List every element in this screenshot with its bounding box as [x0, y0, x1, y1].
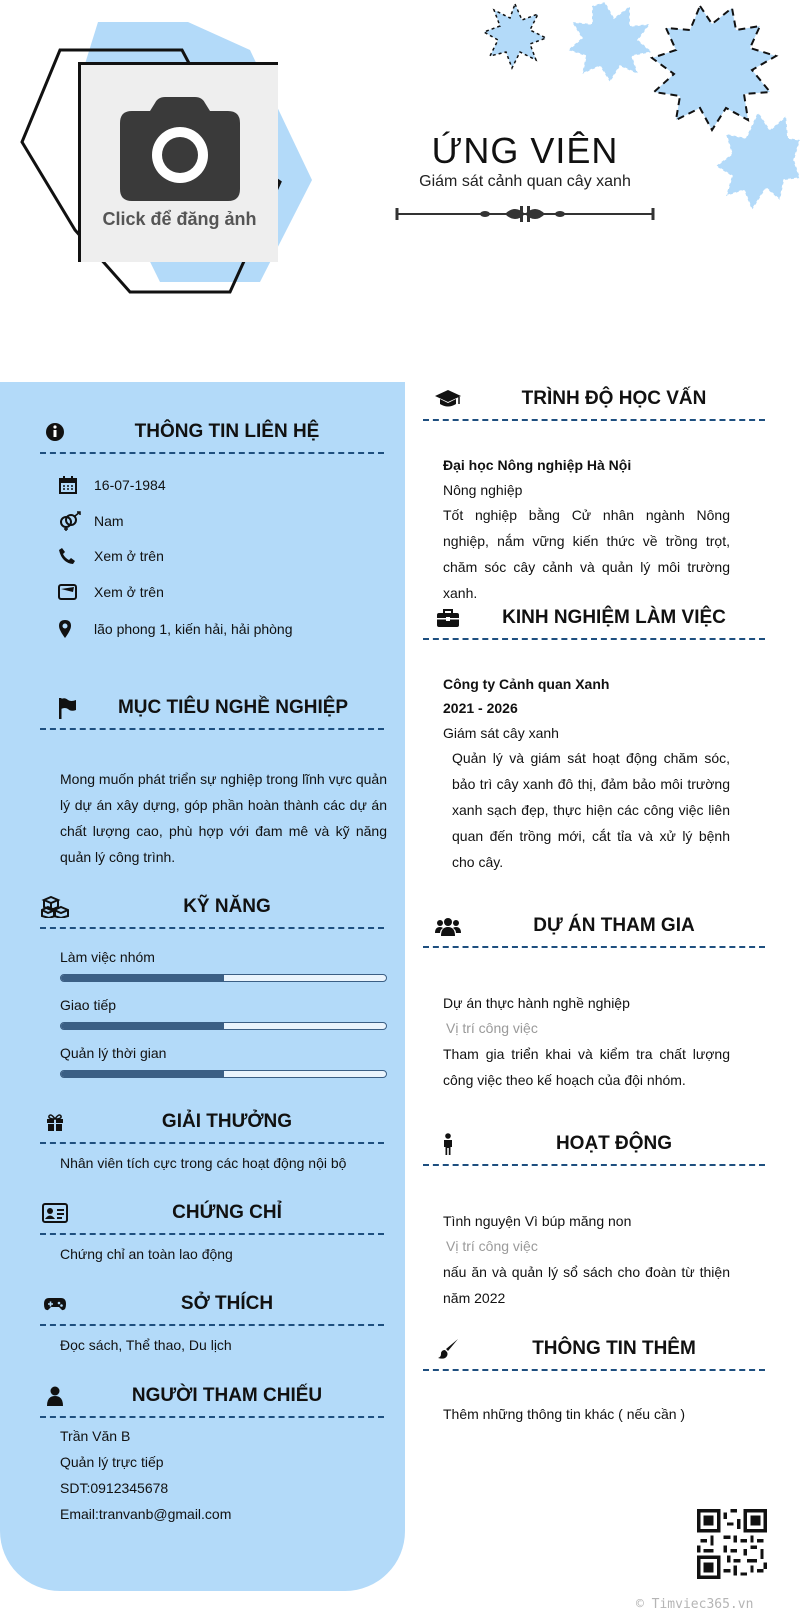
- envelope-icon: [58, 583, 94, 601]
- experience-position: Giám sát cây xanh: [443, 725, 559, 741]
- calendar-icon: [58, 475, 94, 495]
- skill-name: Quản lý thời gian: [60, 1045, 167, 1061]
- map-pin-icon: [58, 619, 94, 639]
- experience-period: 2021 - 2026: [443, 700, 518, 716]
- experience-company: Công ty Cảnh quan Xanh: [443, 676, 610, 692]
- section-experience-header: [423, 598, 765, 640]
- phone-value: Xem ở trên: [94, 548, 164, 564]
- section-objective-header: [40, 688, 384, 730]
- gender-value: Nam: [94, 513, 124, 529]
- reference-email: Email:tranvanb@gmail.com: [60, 1506, 232, 1522]
- ornament-divider-icon: [395, 204, 655, 224]
- gamepad-icon: [40, 1296, 70, 1312]
- cubes-icon: [40, 896, 70, 918]
- skill-level-bar: [60, 1070, 387, 1078]
- activity-role: Vị trí công việc: [446, 1238, 538, 1254]
- section-title: THÔNG TIN LIÊN HỆ: [134, 421, 320, 442]
- section-projects-header: [423, 906, 765, 948]
- section-title: SỞ THÍCH: [180, 1293, 274, 1314]
- briefcase-icon: [433, 608, 463, 628]
- section-awards-header: [40, 1102, 384, 1144]
- contact-address: [58, 619, 293, 639]
- objective-text: Mong muốn phát triển sự nghiệp trong lĩnh vực quản lý dự án xây dựng, góp phần hoàn thành các dự án chất lượng cao, phù hợp với đam mê và kỹ năng quản lý công trình.: [60, 771, 387, 865]
- birthday-value: 16-07-1984: [94, 477, 166, 493]
- graduation-cap-icon: [433, 389, 463, 409]
- camera-icon: [120, 97, 240, 201]
- phone-icon: [58, 547, 94, 565]
- reference-role: Quản lý trực tiếp: [60, 1454, 164, 1470]
- certificates-text: Chứng chỉ an toàn lao động: [60, 1246, 233, 1262]
- user-icon: [40, 1386, 70, 1406]
- users-group-icon: [433, 916, 463, 936]
- extra-text: Thêm những thông tin khác ( nếu cần ): [443, 1406, 686, 1422]
- gender-icon: [58, 511, 94, 531]
- certificate-card-icon: [40, 1203, 70, 1223]
- photo-upload-button[interactable]: [78, 62, 278, 262]
- education-description: Tốt nghiệp bằng Cử nhân ngành Nông nghiệp, nắm vững kiến thức về trồng trọt, chăm sóc cây cảnh và quản lý môi trường xanh.: [443, 507, 730, 601]
- section-title: HOẠT ĐỘNG: [555, 1133, 673, 1154]
- section-title: DỰ ÁN THAM GIA: [533, 915, 695, 936]
- skill-level-fill: [61, 1071, 224, 1077]
- section-activities-header: [423, 1124, 765, 1166]
- section-title: THÔNG TIN THÊM: [532, 1338, 696, 1359]
- photo-placeholder-text: Click để đăng ảnh: [102, 209, 257, 229]
- skill-name: Làm việc nhóm: [60, 949, 155, 965]
- contact-phone: [58, 547, 164, 565]
- paintbrush-icon: [433, 1338, 463, 1360]
- project-description: Tham gia triển khai và kiểm tra chất lượng công việc theo kế hoạch của đội nhóm.: [443, 1046, 730, 1088]
- reference-name: Trần Văn B: [60, 1428, 131, 1444]
- address-value: lão phong 1, kiến hải, hải phòng: [94, 621, 293, 637]
- skill-level-bar: [60, 974, 387, 982]
- decorative-flowers-icon: [480, 0, 800, 225]
- section-contact-header: [40, 412, 384, 454]
- section-title: NGƯỜI THAM CHIẾU: [131, 1385, 323, 1406]
- contact-gender: [58, 511, 124, 531]
- footer-brand: © Timviec365.vn: [636, 1597, 754, 1612]
- awards-text: Nhân viên tích cực trong các hoạt động nội bộ: [60, 1155, 347, 1171]
- experience-description: Quản lý và giám sát hoạt động chăm sóc, bảo trì cây xanh đô thị, đảm bảo môi trường xanh sạch đẹp, thực hiện các công việc liên quan đến trồng mới, cắt tỉa và xử lý bệnh cho cây.: [452, 750, 730, 870]
- skill-level-fill: [61, 975, 224, 981]
- section-certificates-header: [40, 1193, 384, 1235]
- section-title: KỸ NĂNG: [183, 896, 271, 917]
- section-skills-header: [40, 887, 384, 929]
- gift-icon: [40, 1112, 70, 1132]
- activity-description: nấu ăn và quản lý sổ sách cho đoàn từ thiện năm 2022: [443, 1264, 730, 1306]
- candidate-name-title: ỨNG VIÊN: [431, 130, 619, 171]
- project-role: Vị trí công việc: [446, 1020, 538, 1036]
- section-title: MỤC TIÊU NGHỀ NGHIỆP: [117, 697, 349, 718]
- project-name: Dự án thực hành nghề nghiệp: [443, 995, 630, 1011]
- education-major: Nông nghiệp: [443, 482, 523, 498]
- skill-level-fill: [61, 1023, 224, 1029]
- reference-phone: SDT:0912345678: [60, 1480, 169, 1496]
- skill-name: Giao tiếp: [60, 997, 117, 1013]
- education-school: Đại học Nông nghiệp Hà Nội: [443, 457, 632, 473]
- contact-birthday: [58, 475, 166, 495]
- email-value: Xem ở trên: [94, 584, 164, 600]
- section-title: GIẢI THƯỞNG: [161, 1111, 293, 1132]
- section-hobbies-header: [40, 1284, 384, 1326]
- photo-frame: [20, 20, 330, 310]
- hobbies-text: Đọc sách, Thể thao, Du lịch: [60, 1337, 232, 1353]
- section-references-header: [40, 1376, 384, 1418]
- flag-icon: [52, 697, 82, 719]
- section-education-header: [423, 379, 765, 421]
- section-title: CHỨNG CHỈ: [172, 1202, 282, 1223]
- contact-email: [58, 583, 164, 601]
- section-title: KINH NGHIỆM LÀM VIỆC: [502, 607, 726, 628]
- job-title: Giám sát cảnh quan cây xanh: [419, 173, 631, 190]
- skill-level-bar: [60, 1022, 387, 1030]
- section-extra-header: [423, 1329, 765, 1371]
- qr-code-icon: [697, 1509, 767, 1579]
- activity-name: Tình nguyện Vì búp măng non: [443, 1213, 632, 1229]
- person-standing-icon: [433, 1133, 463, 1155]
- info-icon: [40, 422, 70, 442]
- section-title: TRÌNH ĐỘ HỌC VẤN: [521, 388, 707, 409]
